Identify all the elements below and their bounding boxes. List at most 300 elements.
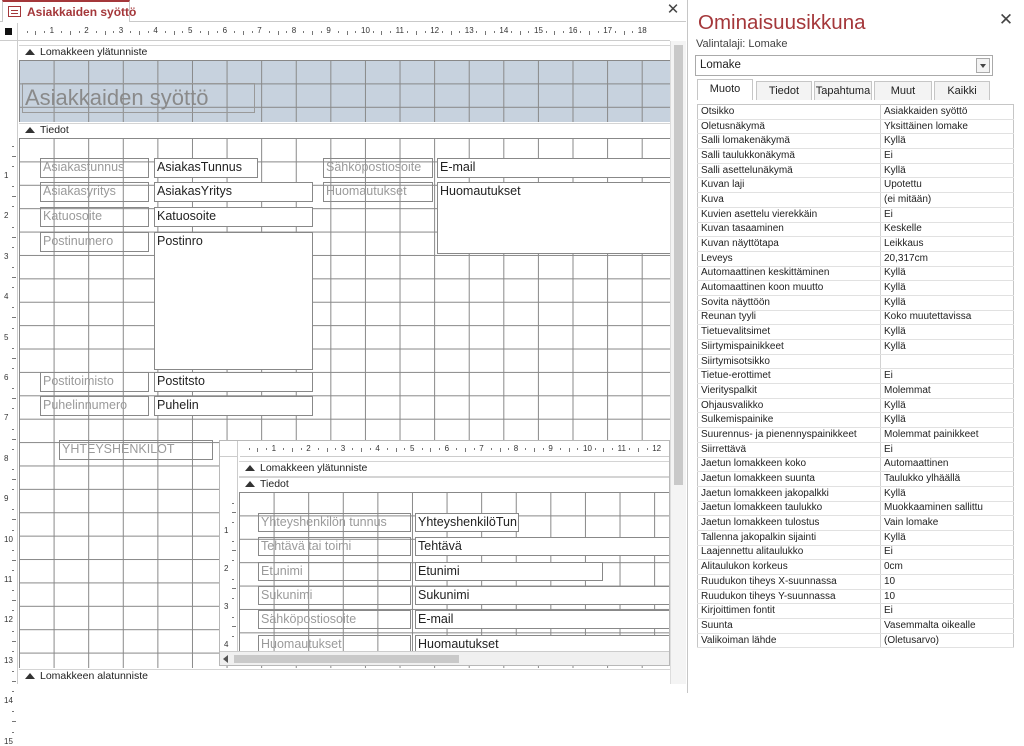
ruler-label: 1 — [49, 26, 55, 35]
property-value[interactable]: Taulukko ylhäällä — [881, 472, 1014, 487]
property-row[interactable] — [698, 501, 1014, 516]
property-value[interactable]: Kyllä — [881, 413, 1014, 428]
property-name: Kuvien asettelu vierekkäin — [698, 207, 881, 222]
ruler-label: 6 — [4, 373, 9, 383]
ruler-tick — [12, 469, 14, 470]
property-name: Suurennus- ja pienennyspainikkeet — [698, 428, 881, 443]
ruler-tick — [624, 31, 625, 35]
property-row[interactable] — [698, 207, 1014, 222]
property-value[interactable]: Molemmat painikkeet — [881, 428, 1014, 443]
ruler-label: 6 — [222, 26, 228, 35]
ruler-tick — [612, 448, 613, 450]
form-header-grid[interactable] — [19, 60, 670, 122]
property-value[interactable]: Vain lomake — [881, 516, 1014, 531]
ruler-tick — [130, 31, 131, 33]
subform-field-etunimi[interactable]: Etunimi — [415, 562, 603, 581]
ruler-label: 17 — [603, 26, 613, 35]
ruler-tick — [35, 31, 36, 35]
ruler-tick — [286, 31, 287, 33]
ruler-tick — [12, 732, 14, 733]
property-table — [697, 104, 1014, 648]
ruler-tick — [12, 348, 14, 349]
subform-section-bar-detail[interactable] — [239, 477, 670, 493]
ruler-tick — [347, 31, 348, 35]
property-value[interactable] — [881, 354, 1014, 369]
property-name: Siirtymisotsikko — [698, 354, 881, 369]
selection-type-value: Lomake — [748, 38, 788, 50]
selection-type-label: Valintalaji: — [696, 38, 746, 50]
property-value[interactable]: Muokkaaminen sallittu — [881, 501, 1014, 516]
property-name: Kuvan näyttötapa — [698, 237, 881, 252]
field-asiakasyritys[interactable]: AsiakasYritys — [154, 182, 313, 202]
field-email[interactable]: E-mail — [437, 158, 670, 178]
ruler-tick — [12, 358, 16, 359]
property-name: Jaetun lomakkeen koko — [698, 457, 881, 472]
property-name: Sulkemispainike — [698, 413, 881, 428]
ruler-tick — [500, 448, 501, 452]
ruler-tick — [615, 31, 616, 33]
property-value[interactable]: Ei — [881, 369, 1014, 384]
property-row[interactable] — [698, 178, 1014, 193]
ruler-tick — [257, 448, 258, 452]
subform-field-sukunimi[interactable]: Sukunimi — [415, 586, 670, 605]
ruler-label: 3 — [224, 602, 229, 611]
ruler-tick — [528, 31, 529, 33]
ruler-tick — [511, 31, 512, 33]
ruler-tick — [12, 439, 16, 440]
section-bar-form-footer[interactable] — [19, 669, 670, 684]
ruler-tick — [312, 31, 313, 35]
ruler-tick — [456, 448, 457, 450]
property-row[interactable] — [698, 163, 1014, 178]
property-name: Salli taulukkonäkymä — [698, 149, 881, 164]
property-row[interactable] — [698, 222, 1014, 237]
property-row[interactable] — [698, 442, 1014, 457]
ruler-tick — [27, 31, 28, 33]
property-row[interactable] — [698, 325, 1014, 340]
ruler-label: 14 — [4, 696, 13, 706]
ruler-tick — [182, 31, 183, 33]
property-name: Jaetun lomakkeen jakopalkki — [698, 486, 881, 501]
ruler-tick — [603, 448, 604, 452]
property-row[interactable] — [698, 119, 1014, 134]
ruler-tick — [70, 31, 71, 35]
ruler-label: 16 — [568, 26, 578, 35]
ruler-tick — [12, 449, 14, 450]
ruler-tick — [12, 156, 16, 157]
property-value[interactable]: Ei — [881, 604, 1014, 619]
property-value[interactable]: Kyllä — [881, 398, 1014, 413]
ruler-label: 4 — [4, 292, 9, 302]
ruler-tick — [321, 31, 322, 33]
section-arrow-icon — [25, 673, 35, 679]
ruler-tick — [638, 448, 639, 452]
property-value[interactable]: Koko muutettavissa — [881, 310, 1014, 325]
property-name: Ohjausvalikko — [698, 398, 881, 413]
property-row[interactable] — [698, 281, 1014, 296]
ruler-tick — [174, 31, 175, 35]
tab-muoto[interactable]: Muoto — [697, 79, 753, 100]
property-row[interactable] — [698, 545, 1014, 560]
property-name: Jaetun lomakkeen tulostus — [698, 516, 881, 531]
ruler-tick — [113, 31, 114, 33]
property-name: Kuva — [698, 193, 881, 208]
scroll-thumb[interactable] — [234, 655, 459, 663]
ruler-tick — [12, 307, 14, 308]
property-row[interactable] — [698, 354, 1014, 369]
property-row[interactable] — [698, 457, 1014, 472]
property-name: Reunan tyyli — [698, 310, 881, 325]
ruler-tick — [232, 550, 236, 551]
property-name: Sovita näyttöön — [698, 295, 881, 310]
property-value[interactable]: Automaattinen — [881, 457, 1014, 472]
chevron-down-icon[interactable] — [976, 58, 990, 73]
field-postinro[interactable]: Postinro — [154, 232, 313, 370]
ruler-tick — [61, 31, 62, 33]
section-arrow-icon — [245, 465, 255, 471]
property-value[interactable]: Kyllä — [881, 295, 1014, 310]
ruler-tick — [451, 31, 452, 35]
ruler-tick — [546, 31, 547, 33]
property-value[interactable]: 10 — [881, 589, 1014, 604]
property-value[interactable]: Ei — [881, 545, 1014, 560]
subform-horizontal-scrollbar[interactable] — [220, 651, 670, 666]
ruler-label: 13 — [464, 26, 474, 35]
ruler-tick — [283, 448, 284, 450]
property-row[interactable] — [698, 384, 1014, 399]
ruler-tick — [105, 31, 106, 35]
property-row[interactable] — [698, 340, 1014, 355]
ruler-tick — [12, 509, 14, 510]
ruler-tick — [232, 636, 234, 637]
subform-selector[interactable] — [220, 441, 238, 457]
property-row[interactable] — [698, 134, 1014, 149]
ruler-tick — [525, 448, 526, 450]
tab-muut[interactable]: Muut — [874, 81, 932, 100]
property-row[interactable] — [698, 251, 1014, 266]
property-name: Vierityspalkit — [698, 384, 881, 399]
property-row[interactable] — [698, 105, 1014, 120]
ruler-label: 2 — [84, 26, 89, 35]
subform-label-tehtava[interactable]: Tehtävä tai toimi — [258, 537, 411, 556]
property-value[interactable]: Keskelle — [881, 222, 1014, 237]
ruler-tick — [12, 408, 14, 409]
subform-label-sukunimi[interactable]: Sukunimi — [258, 586, 411, 605]
property-value[interactable]: Molemmat — [881, 384, 1014, 399]
property-value[interactable]: Asiakkaiden syöttö — [881, 105, 1014, 120]
subform-label-huomautukset[interactable]: Huomautukset — [258, 635, 411, 654]
ruler-label: 5 — [188, 26, 193, 35]
label-asiakasyritys[interactable]: Asiakasyritys — [40, 182, 149, 202]
ruler-tick — [96, 31, 97, 33]
ruler-tick — [12, 530, 14, 531]
ruler-label: 14 — [499, 26, 509, 35]
property-row[interactable] — [698, 589, 1014, 604]
property-value[interactable]: Leikkaus — [881, 237, 1014, 252]
property-row[interactable] — [698, 295, 1014, 310]
property-row[interactable] — [698, 604, 1014, 619]
property-row[interactable] — [698, 266, 1014, 281]
property-row[interactable] — [698, 530, 1014, 545]
ruler-tick — [422, 448, 423, 450]
ruler-tick — [629, 448, 630, 450]
label-yhteyshenkilot[interactable]: YHTEYSHENKILÖT — [59, 440, 213, 460]
ruler-label: 11 — [4, 575, 13, 585]
property-value[interactable]: Kyllä — [881, 163, 1014, 178]
ruler-tick — [165, 31, 166, 33]
property-value[interactable]: Yksittäinen lomake — [881, 119, 1014, 134]
ruler-tick — [232, 541, 234, 542]
ruler-tick — [12, 590, 14, 591]
ruler-tick — [12, 681, 16, 682]
ruler-tick — [485, 31, 486, 35]
ruler-tick — [12, 570, 14, 571]
section-label: Lomakkeen ylätunniste — [260, 462, 368, 474]
subform-label-tunnus[interactable]: Yhteyshenkilön tunnus — [258, 513, 411, 532]
ruler-tick — [232, 617, 234, 618]
property-name: Automaattinen koon muutto — [698, 281, 881, 296]
property-row[interactable] — [698, 633, 1014, 648]
property-value[interactable]: Kyllä — [881, 340, 1014, 355]
design-area — [19, 41, 670, 684]
label-postinumero[interactable]: Postinumero — [40, 232, 149, 252]
tab-kaikki[interactable]: Kaikki — [934, 81, 990, 100]
ruler-tick — [589, 31, 590, 35]
property-value[interactable]: Vasemmalta oikealle — [881, 619, 1014, 634]
property-name: Suunta — [698, 619, 881, 634]
ruler-tick — [232, 512, 236, 513]
property-value[interactable]: Ei — [881, 149, 1014, 164]
subform-field-huomautukset[interactable]: Huomautukset — [415, 635, 670, 654]
subform-label-sahkoposti[interactable]: Sähköpostiosoite — [258, 610, 411, 629]
design-vertical-scrollbar[interactable] — [670, 41, 686, 684]
property-value[interactable]: Kyllä — [881, 281, 1014, 296]
property-value[interactable]: 0cm — [881, 560, 1014, 575]
document-tab[interactable] — [2, 0, 137, 22]
ruler-tick — [232, 588, 236, 589]
property-value[interactable]: Kyllä — [881, 266, 1014, 281]
label-katuosoite[interactable]: Katuosoite — [40, 207, 149, 227]
property-row[interactable] — [698, 193, 1014, 208]
ruler-tick — [373, 31, 374, 33]
label-huomautukset[interactable]: Huomautukset — [323, 182, 433, 202]
ruler-label: 8 — [513, 444, 519, 453]
document-tab-title: Asiakkaiden syöttö — [27, 5, 137, 19]
ruler-tick — [465, 448, 466, 452]
ruler-label: 4 — [224, 640, 229, 649]
property-row[interactable] — [698, 575, 1014, 590]
label-asiakastunnus[interactable]: Asiakastunnus — [40, 158, 149, 178]
object-select[interactable] — [695, 55, 993, 76]
ruler-label: 12 — [652, 444, 662, 453]
ruler-tick — [12, 691, 14, 692]
ruler-label: 11 — [395, 26, 404, 35]
scroll-thumb[interactable] — [674, 45, 683, 485]
property-name: Valikoiman lähde — [698, 633, 881, 648]
subform-detail-grid[interactable] — [239, 492, 670, 651]
ruler-tick — [494, 31, 495, 33]
property-value[interactable]: 20,317cm — [881, 251, 1014, 266]
property-row[interactable] — [698, 237, 1014, 252]
ruler-tick — [534, 448, 535, 452]
ruler-tick — [79, 31, 80, 33]
property-row[interactable] — [698, 398, 1014, 413]
subform-horizontal-ruler[interactable] — [240, 441, 670, 457]
property-row[interactable] — [698, 310, 1014, 325]
ruler-label: 9 — [4, 494, 9, 504]
property-row[interactable] — [698, 369, 1014, 384]
ruler-label: 10 — [4, 534, 13, 544]
ruler-tick — [12, 287, 14, 288]
property-name: Siirtymispainikkeet — [698, 340, 881, 355]
section-arrow-icon — [245, 481, 255, 487]
property-row[interactable] — [698, 428, 1014, 443]
field-asiakastunnus[interactable]: AsiakasTunnus — [154, 158, 258, 178]
ruler-label: 12 — [4, 615, 13, 625]
subform-vertical-ruler[interactable] — [220, 457, 238, 653]
subform-label-etunimi[interactable]: Etunimi — [258, 562, 411, 581]
ruler-tick — [647, 448, 648, 450]
property-row[interactable] — [698, 149, 1014, 164]
field-katuosoite[interactable]: Katuosoite — [154, 207, 313, 227]
tab-tiedot[interactable]: Tiedot — [756, 81, 812, 100]
ruler-tick — [266, 448, 267, 450]
ruler-tick — [12, 267, 14, 268]
label-postitoimisto[interactable]: Postitoimisto — [40, 372, 149, 392]
label-sahkopostiosoite[interactable]: Sähköpostiosoite — [323, 158, 433, 178]
ruler-label: 12 — [430, 26, 440, 35]
close-document-icon[interactable]: ✕ — [666, 1, 680, 18]
property-value[interactable]: Upotettu — [881, 178, 1014, 193]
subform-field-tunnus[interactable]: YhteyshenkilöTun — [415, 513, 519, 532]
detail-grid[interactable] — [19, 138, 670, 668]
ruler-tick — [430, 448, 431, 452]
property-row[interactable] — [698, 486, 1014, 501]
ruler-label: 13 — [4, 655, 13, 665]
form-selector[interactable] — [0, 23, 18, 41]
field-puhelin[interactable]: Puhelin — [154, 396, 313, 416]
property-name: Ruudukon tiheys X-suunnassa — [698, 575, 881, 590]
object-select-value: Lomake — [700, 59, 741, 71]
close-icon[interactable]: ✕ — [998, 10, 1014, 29]
ruler-label: 7 — [257, 26, 262, 35]
subform-field-email[interactable]: E-mail — [415, 610, 670, 629]
ruler-tick — [249, 448, 250, 450]
property-value[interactable]: Ei — [881, 442, 1014, 457]
ruler-tick — [338, 31, 339, 33]
ruler-tick — [318, 448, 319, 450]
ruler-tick — [563, 31, 564, 33]
property-value[interactable]: Kyllä — [881, 486, 1014, 501]
ruler-tick — [439, 448, 440, 450]
ruler-tick — [12, 600, 16, 601]
property-row[interactable] — [698, 472, 1014, 487]
ruler-tick — [12, 227, 14, 228]
label-puhelinnumero[interactable]: Puhelinnumero — [40, 396, 149, 416]
vertical-ruler[interactable] — [0, 41, 18, 746]
ruler-tick — [560, 448, 561, 450]
property-value[interactable]: (ei mitään) — [881, 193, 1014, 208]
property-value[interactable]: Kyllä — [881, 530, 1014, 545]
subform-section-bar-header[interactable] — [239, 461, 670, 477]
section-bar-detail[interactable] — [19, 123, 670, 139]
ruler-label: 3 — [4, 251, 9, 261]
ruler-tick — [554, 31, 555, 35]
section-label: Lomakkeen ylätunniste — [40, 46, 148, 58]
ruler-tick — [459, 31, 460, 33]
property-value[interactable]: Kyllä — [881, 325, 1014, 340]
ruler-tick — [303, 31, 304, 33]
property-name: Ruudukon tiheys Y-suunnassa — [698, 589, 881, 604]
property-row[interactable] — [698, 413, 1014, 428]
ruler-label: 6 — [444, 444, 450, 453]
ruler-tick — [232, 503, 234, 504]
form-title-label[interactable]: Asiakkaiden syöttö — [22, 83, 255, 113]
horizontal-ruler[interactable] — [18, 23, 670, 41]
ruler-label: 15 — [534, 26, 543, 35]
ruler-tick — [12, 631, 14, 632]
property-value[interactable]: Ei — [881, 207, 1014, 222]
ruler-label: 3 — [340, 444, 346, 453]
ruler-tick — [12, 519, 16, 520]
property-value[interactable]: Kyllä — [881, 134, 1014, 149]
ruler-tick — [232, 626, 236, 627]
tab-tapahtuma[interactable]: Tapahtuma — [814, 81, 872, 100]
scroll-left-icon[interactable] — [223, 655, 228, 663]
property-value[interactable]: 10 — [881, 575, 1014, 590]
ruler-tick — [396, 448, 397, 452]
ruler-tick — [12, 721, 16, 722]
ruler-tick — [12, 237, 16, 238]
section-arrow-icon — [25, 49, 35, 55]
ruler-tick — [361, 448, 362, 452]
subform-field-tehtava[interactable]: Tehtävä — [415, 537, 670, 556]
ruler-label: 10 — [583, 444, 592, 453]
property-name: Salli lomakenäkymä — [698, 134, 881, 149]
property-value[interactable]: (Oletusarvo) — [881, 633, 1014, 648]
ruler-label: 2 — [224, 564, 229, 573]
ruler-tick — [269, 31, 270, 33]
property-name: Oletusnäkymä — [698, 119, 881, 134]
ruler-tick — [580, 31, 581, 33]
ruler-tick — [139, 31, 140, 35]
field-postitsto[interactable]: Postitsto — [154, 372, 313, 392]
ruler-label: 1 — [224, 526, 229, 535]
property-row[interactable] — [698, 619, 1014, 634]
section-bar-form-header[interactable] — [19, 45, 670, 61]
property-row[interactable] — [698, 516, 1014, 531]
field-huomautukset[interactable]: Huomautukset — [437, 182, 670, 254]
ruler-tick — [12, 671, 14, 672]
ruler-tick — [416, 31, 417, 35]
property-row[interactable] — [698, 560, 1014, 575]
property-name: Siirrettävä — [698, 442, 881, 457]
subform-yhteyshenkilot[interactable] — [219, 440, 670, 666]
ruler-label: 4 — [153, 26, 158, 35]
ruler-tick — [44, 31, 45, 33]
ruler-tick — [301, 448, 302, 450]
property-name: Automaattinen keskittäminen — [698, 266, 881, 281]
ruler-tick — [632, 31, 633, 33]
ruler-tick — [355, 31, 356, 33]
ruler-tick — [491, 448, 492, 450]
form-icon — [8, 6, 21, 17]
section-label: Lomakkeen alatunniste — [40, 670, 148, 682]
ruler-label: 7 — [4, 413, 9, 423]
ruler-tick — [200, 31, 201, 33]
ruler-label: 8 — [4, 453, 9, 463]
ruler-tick — [232, 598, 234, 599]
